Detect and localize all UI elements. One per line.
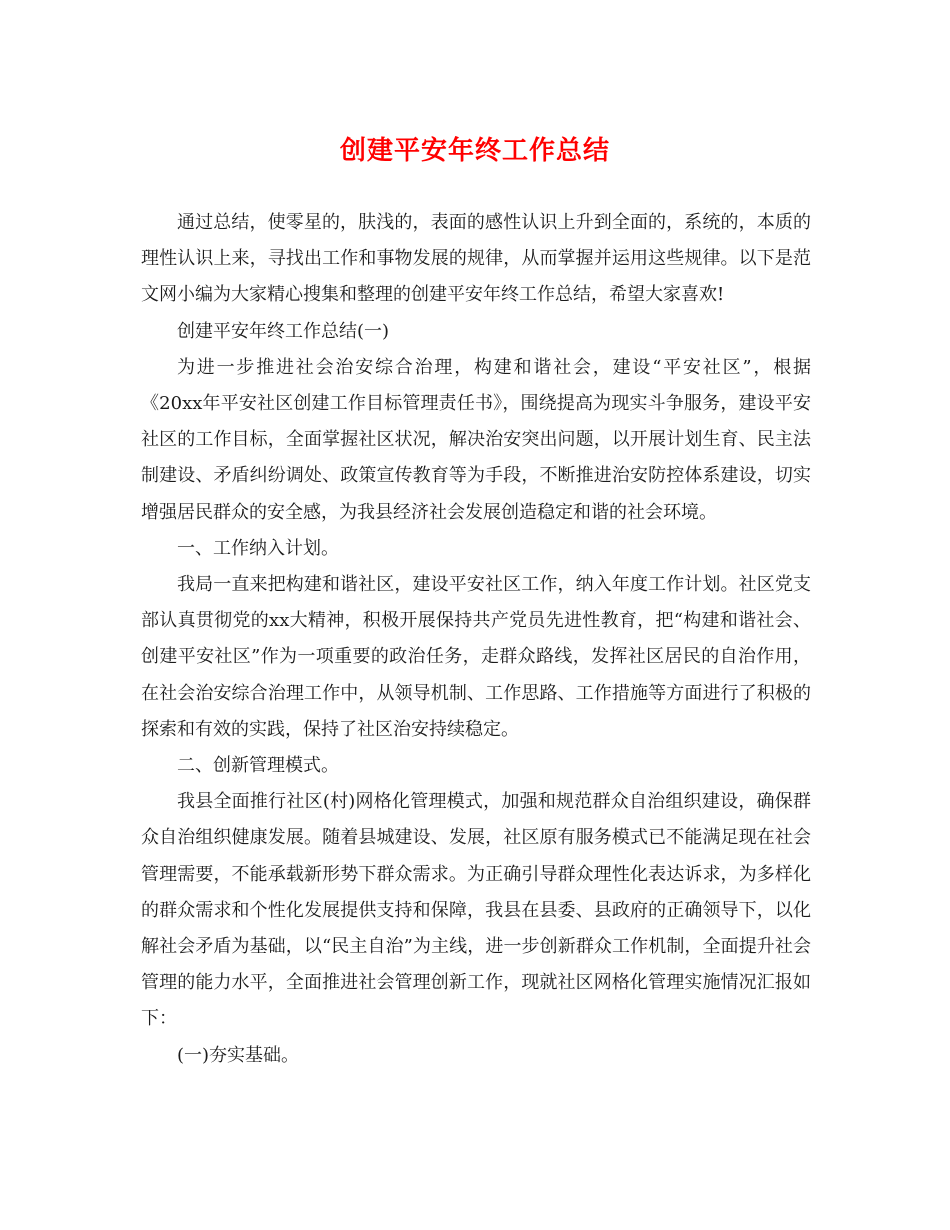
section-heading-part-one: 创建平安年终工作总结(一): [177, 320, 390, 342]
document-title: 创建平安年终工作总结: [339, 136, 610, 166]
subheading-management-model: 二、创新管理模式。: [177, 755, 339, 777]
intro-paragraph: 通过总结，使零星的，肤浅的，表面的感性认识上升到全面的，系统的，本质的理性认识上来，寻找出工作和事物发展的规律，从而掌握并运用这些规律。以下是范文网小编为大家精心搜集和整理的创建平安年终工作总结，希望大家喜欢!: [141, 212, 811, 306]
document-body: [141, 205, 811, 1074]
subheading-foundation: (一)夯实基础。: [177, 1044, 300, 1066]
body-paragraph: 我县全面推行社区(村)网格化管理模式，加强和规范群众自治组织建设，确保群众自治组织健康发展。随着县城建设、发展，社区原有服务模式已不能满足现在社会管理需要，不能承载新形势下群众需求。为正确引导群众理性化表达诉求，为多样化的群众需求和个性化发展提供支持和保障，我县在县委、县政府的正确领导下，以化解社会矛盾为基础，以“民主自治”为主线，进一步创新群众工作机制，全面提升社会管理的能力水平，全面推进社会管理创新工作，现就社区网格化管理实施情况汇报如下：: [141, 791, 811, 1030]
subheading-work-plan: 一、工作纳入计划。: [177, 537, 339, 559]
body-paragraph: 为进一步推进社会治安综合治理，构建和谐社会，建设“平安社区”，根据《20xx年平安社区创建工作目标管理责任书》，围绕提高为现实斗争服务，建设平安社区的工作目标，全面掌握社区状况，解决治安突出问题，以开展计划生育、民主法制建设、矛盾纠纷调处、政策宣传教育等为手段，不断推进治安防控体系建设，切实增强居民群众的安全感，为我县经济社会发展创造稳定和谐的社会环境。: [141, 356, 811, 523]
body-paragraph: 我局一直来把构建和谐社区，建设平安社区工作，纳入年度工作计划。社区党支部认真贯彻党的xx大精神，积极开展保持共产党员先进性教育，把“构建和谐社会、创建平安社区”作为一项重要的政治任务，走群众路线，发挥社区居民的自治作用，在社会治安综合治理工作中，从领导机制、工作思路、工作措施等方面进行了积极的探索和有效的实践，保持了社区治安持续稳定。: [141, 574, 811, 740]
